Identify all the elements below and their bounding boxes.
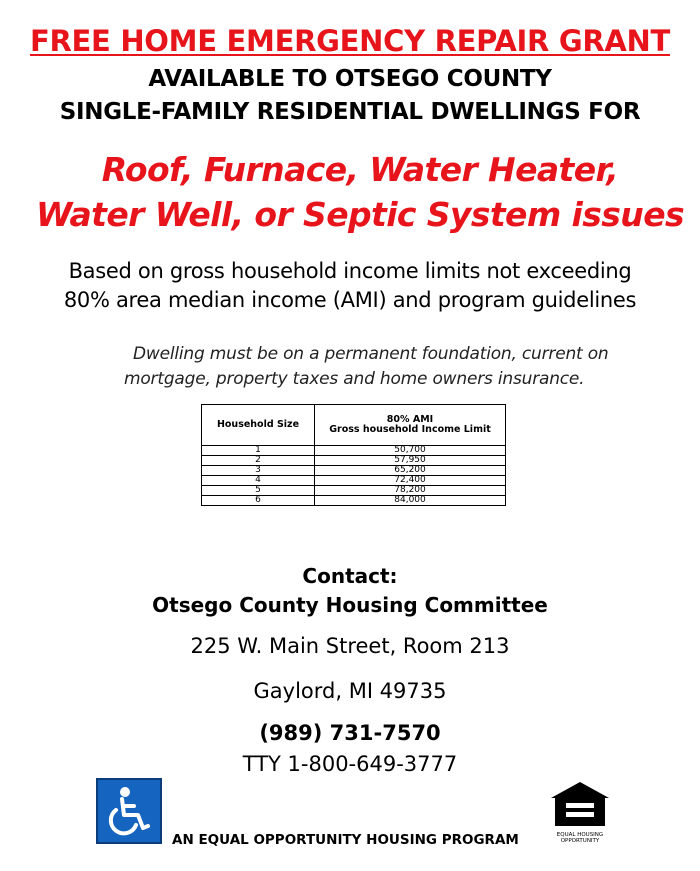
contact-organization: Otsego County Housing Committee [152, 593, 548, 617]
household-size-cell: 5 [202, 486, 315, 496]
table-row [202, 446, 506, 456]
table-row [202, 496, 506, 506]
contact-label: Contact: [302, 564, 398, 588]
ehl-text-line-1: EQUAL HOUSING [556, 832, 604, 838]
income-limit-cell: 84,000 [315, 496, 506, 506]
issues-line-2: Water Well, or Septic System issues [35, 195, 685, 234]
table-header-row [202, 405, 506, 446]
household-size-cell: 6 [202, 496, 315, 506]
income-limit-cell: 72,400 [315, 476, 506, 486]
issues-line-1: Roof, Furnace, Water Heater, [101, 150, 619, 189]
ehl-text-line-2: OPPORTUNITY [560, 838, 600, 844]
table-row [202, 466, 506, 476]
household-size-cell: 4 [202, 476, 315, 486]
table-row [202, 456, 506, 466]
equal-housing-opportunity-icon [547, 780, 613, 846]
dwelling-requirement-line-1: Dwelling must be on a permanent foundation, current on [133, 344, 609, 364]
income-limit-cell: 50,700 [315, 446, 506, 456]
contact-tty: TTY 1-800-649-3777 [242, 752, 458, 776]
wheelchair-accessibility-icon [96, 778, 162, 844]
household-size-cell: 2 [202, 456, 315, 466]
equal-opportunity-program-text: AN EQUAL OPPORTUNITY HOUSING PROGRAM [172, 832, 519, 848]
table-row [202, 476, 506, 486]
income-limit-cell: 65,200 [315, 466, 506, 476]
household-size-cell: 1 [202, 446, 315, 456]
subtitle-line-1: AVAILABLE TO OTSEGO COUNTY [148, 66, 552, 92]
subtitle-line-2: SINGLE-FAMILY RESIDENTIAL DWELLINGS FOR [59, 99, 641, 125]
table-row [202, 486, 506, 496]
income-limit-table [201, 404, 506, 506]
contact-address: 225 W. Main Street, Room 213 [190, 634, 510, 658]
income-limit-header [315, 405, 506, 446]
income-limit-cell: 78,200 [315, 486, 506, 496]
income-limit-cell: 57,950 [315, 456, 506, 466]
contact-city: Gaylord, MI 49735 [253, 679, 447, 703]
page-title: FREE HOME EMERGENCY REPAIR GRANT [29, 24, 671, 58]
household-size-header: Household Size [202, 405, 315, 446]
household-size-cell: 3 [202, 466, 315, 476]
income-limit-header-line-1: 80% AMI [386, 414, 434, 425]
income-limits-line-1: Based on gross household income limits not exceeding [68, 259, 632, 283]
contact-phone: (989) 731-7570 [259, 721, 441, 745]
dwelling-requirement-line-2: mortgage, property taxes and home owners insurance. [124, 369, 585, 389]
income-limits-line-2: 80% area median income (AMI) and program guidelines [63, 288, 637, 312]
income-limit-header-line-2: Gross household Income Limit [329, 424, 491, 435]
